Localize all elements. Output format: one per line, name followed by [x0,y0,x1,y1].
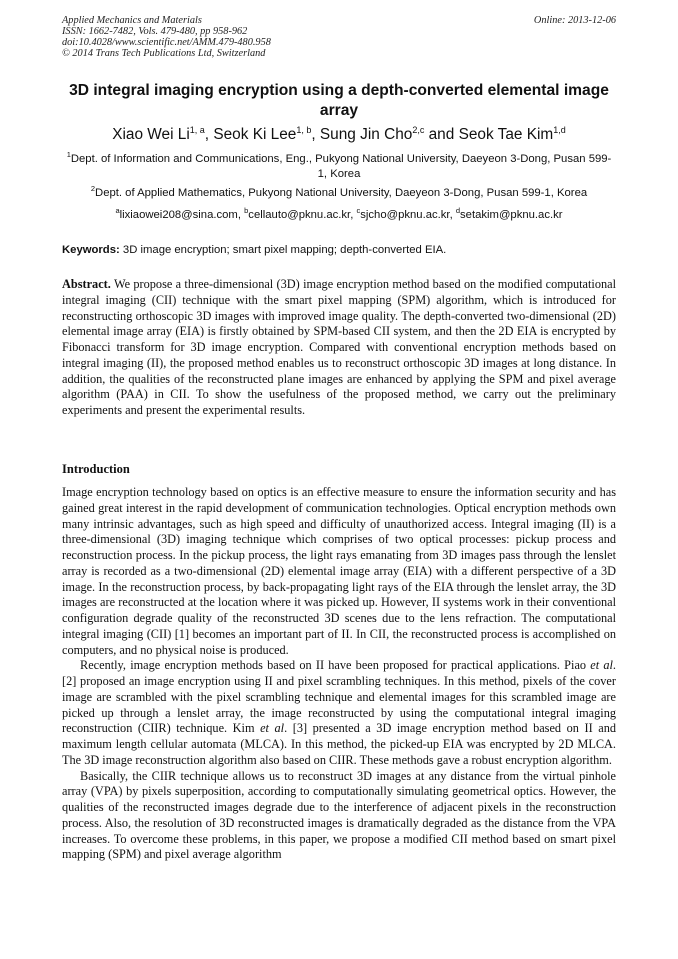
keywords [62,243,616,258]
abstract-label: Abstract. [62,277,111,291]
paragraph-text: . [2] proposed an image encryption using II and pixel scrambling techniques. In this method, pixels of the cover image are scrambled with the pixel scrambling technique and elemental images for this scrambled image are picked up through a lenslet array, the image reconstructed by using the computational integral imaging reconstruction (CIIR) technique. Kim [62,658,616,736]
et-al-italic: et al [590,658,613,673]
introduction-body [62,485,616,863]
affiliation-2 [40,186,638,201]
author-affiliation-mark: 2,c [412,125,425,135]
email-mark: b [244,206,249,215]
affiliation-1 [62,152,616,182]
journal-copyright: © 2014 Trans Tech Publications Ltd, Switzerland [62,48,266,59]
affiliation-mark: 2 [90,184,96,193]
email-address: setakim@pknu.ac.kr [460,209,563,221]
affiliation-mark: 1 [66,150,71,159]
paragraph-text: Recently, image encryption methods based on II have been proposed for practical applications. Piao [80,658,591,673]
et-al-italic: et al [260,721,285,736]
email-address: lixiaowei208@sina.com [119,209,238,221]
paragraph [62,658,616,768]
journal-name: Applied Mechanics and Materials [62,15,202,26]
abstract-text: We propose a three-dimensional (3D) image encryption method based on the modified computational integral imaging (CII) technique with the smart pixel mapping (SPM) algorithm, which is introduced for reconstructing orthoscopic 3D images with improved image quality. The depth-converted two-dimensional (2D) elemental image array (EIA) is firstly obtained by SPM-based CII system, and then the 2D EIA is encrypted by Fibonacci transform for 3D image encryption. Compared with conventional encryption methods based on integral imaging (II), the proposed method enables us to reconstruct orthoscopic 3D images at long distance. In addition, the qualities of the reconstructed plane images are enhanced by applying the SPM and pixel average algorithm (PAA) in CII. To show the usefulness of the proposed method, we carry out the preliminary experiments and present the experimental results. [62,277,617,417]
affiliation-text: Dept. of Information and Communications, Eng., Pukyong National University, Daeyeon 3-Dong, Pusan 599-1, Korea [70,153,612,180]
author-separator: , [311,126,320,143]
author-affiliation-mark: 1, b [296,125,312,135]
affiliation-text: Dept. of Applied Mathematics, Pukyong National University, Daeyeon 3-Dong, Pusan 599-1, Korea [95,187,588,199]
author-name: Sung Jin Cho [319,126,413,143]
email-mark: a [115,206,120,215]
journal-info [62,15,271,59]
journal-issn: ISSN: 1662-7482, Vols. 479-480, pp 958-962 [62,26,248,37]
author-affiliation-mark: 1,d [553,125,566,135]
email-mark: d [455,206,461,215]
author-name: Seok Tae Kim [458,126,554,143]
paper-title: 3D integral imaging encryption using a depth-converted elemental image array [69,82,609,119]
abstract [62,277,616,419]
paragraph: Image encryption technology based on optics is an effective measure to ensure the information security and has gained great interest in the rapid development of communication technologies. Optical encryption methods own many intrinsic advantages, such as high speed and difficulty of unauthorized access. Integral imaging (II) is a three-dimensional (3D) imaging technique which comprises of two optical processes: pickup process and reconstruction process. In the pickup process, the light rays emanating from 3D images pass through the lenslet array is recorded as a two-dimensional (2D) elemental image array (EIA) with a different perspective of a 3D image. In the reconstruction process, by back-propagating light rays of the EIA through the lenslet array, the 3D images are reconstructed at the location where it was picked up. However, II systems work in their conventional configuration degrade quality of the reconstructed 3D scenes due to the lens refraction. The computational integral imaging (CII) [1] becomes an important part of II. In CII, the reconstructed process is accomplished on computers, and no physical noise is produced. [62,485,616,657]
author-name: Xiao Wei Li [112,126,190,143]
author-list [40,125,638,145]
email-address: cellauto@pknu.ac.kr [248,209,351,221]
email-list: $^a$lixiaowei208@sina.com, $^b$cellauto@pknu.ac.kr, $^c$sjcho@pknu.ac.kr, $^d$setakim@pknu.ac.kr [115,206,563,221]
author-affiliation-mark: 1, a [189,125,205,135]
keywords-text: 3D image encryption; smart pixel mapping; depth-converted EIA. [122,244,447,256]
author-name: Seok Ki Lee [213,126,297,143]
online-date: Online: 2013-12-06 [533,15,616,26]
email-mark: c [356,206,361,215]
email-address: sjcho@pknu.ac.kr [360,209,450,221]
section-heading: Introduction [62,462,130,476]
paragraph: Basically, the CIIR technique allows us to reconstruct 3D images at any distance from the virtual pinhole array (VPA) by pixels superposition, according to computationally simulating geometrical optics. However, the qualities of the reconstructed images degrade due to the interference of adjacent pixels in the reconstruction process. Also, the resolution of 3D reconstructed images is dramatically degraded as the distance from the VPA increases. To overcome these problems, in this paper, we propose a modified CII method based on smart pixel mapping (SPM) and pixel average algorithm [62,768,616,862]
author-separator: and [424,126,459,143]
journal-doi: doi:10.4028/www.scientific.net/AMM.479-480.958 [62,37,271,48]
paragraph-text: . [3] presented a 3D image encryption method based on II and maximum length cellular automata (MLCA). In this method, the picked-up EIA was encrypted by 2D MLCA. The 3D image reconstruction algorithm also based on CIIR. These methods gave a robust encryption algorithm. [62,721,616,767]
keywords-label: Keywords: [62,244,120,256]
author-separator: , [204,126,214,143]
